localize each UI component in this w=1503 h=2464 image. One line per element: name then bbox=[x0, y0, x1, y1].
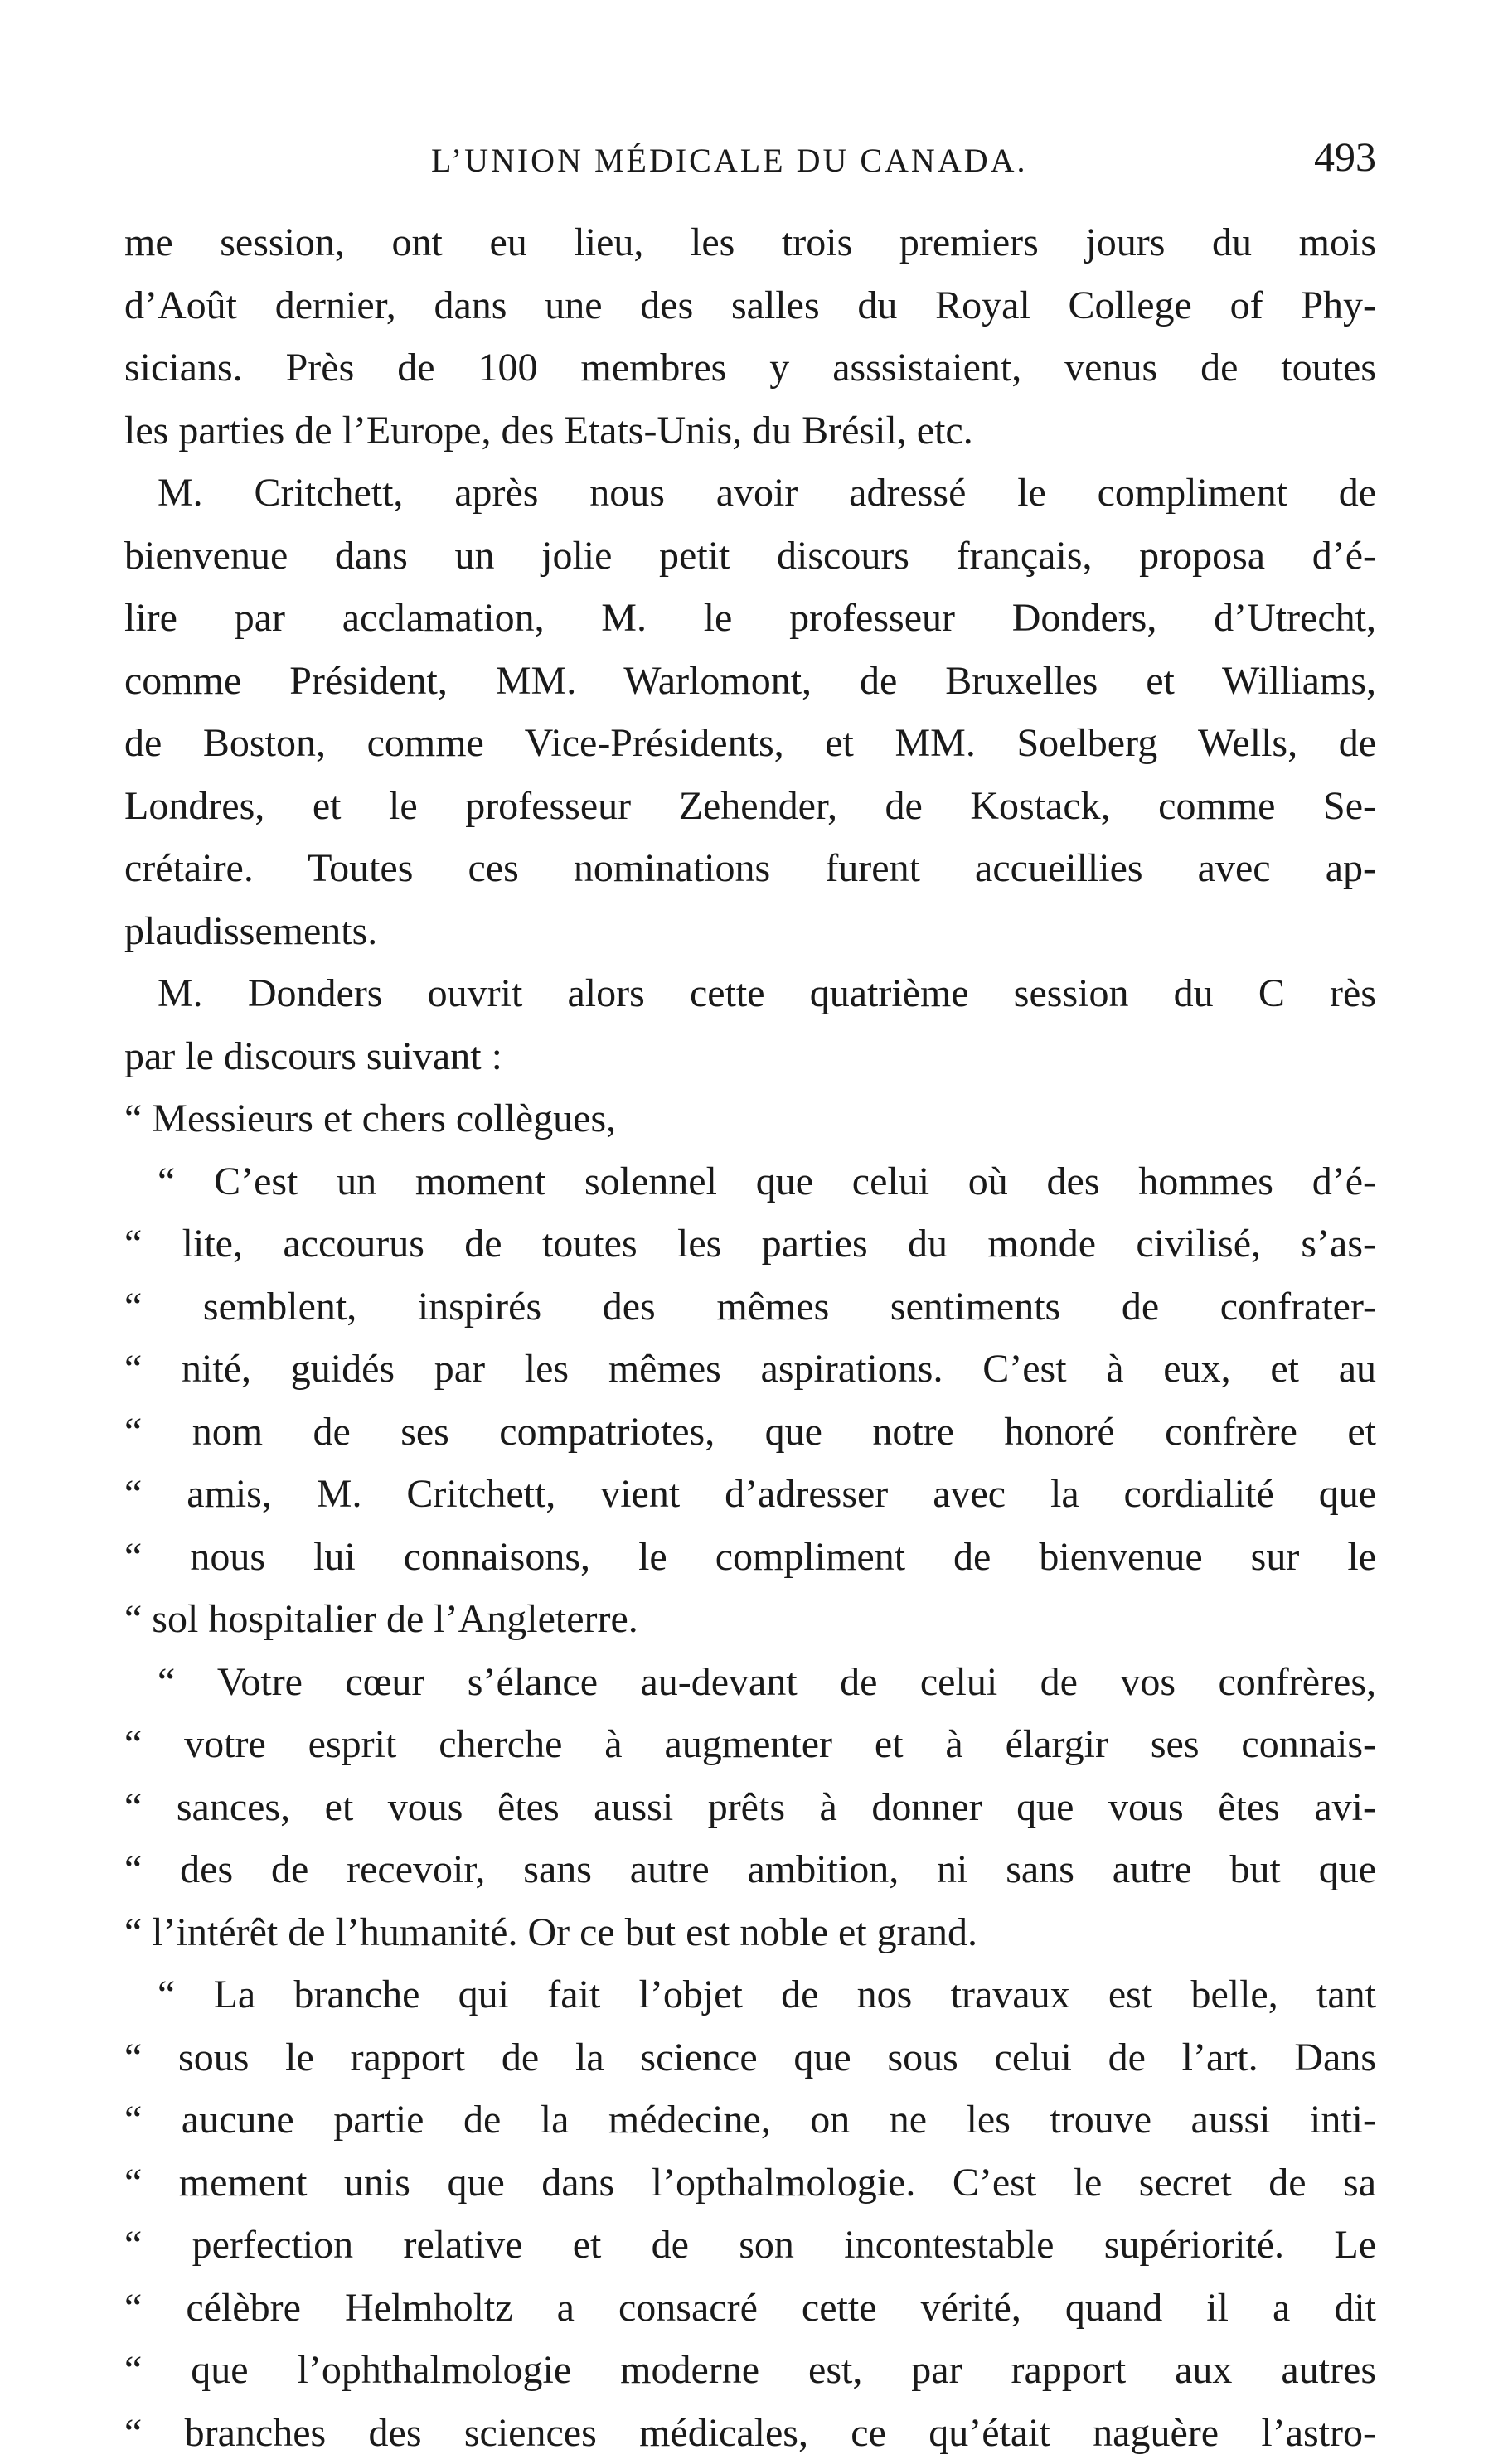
body-text bbox=[124, 211, 1376, 2464]
text-line: “ nous lui connaisons, le compliment de bienvenue sur le bbox=[124, 1526, 1376, 1589]
text-line: bienvenue dans un jolie petit discours français, proposa d’é- bbox=[124, 525, 1376, 588]
text-line: “ votre esprit cherche à augmenter et à élargir ses connais- bbox=[124, 1713, 1376, 1776]
text-line: d’Août dernier, dans une des salles du Royal College of Phy- bbox=[124, 274, 1376, 337]
text-line: par le discours suivant : bbox=[124, 1025, 1376, 1088]
text-line: les parties de l’Europe, des Etats-Unis, du Brésil, etc. bbox=[124, 399, 1376, 462]
text-line: plaudissements. bbox=[124, 900, 1376, 963]
running-title: L’UNION MÉDICALE DU CANADA. bbox=[431, 141, 1027, 180]
text-line: “ nom de ses compatriotes, que notre honoré confrère et bbox=[124, 1401, 1376, 1464]
text-line: “ nité, guidés par les mêmes aspirations. C’est à eux, et au bbox=[124, 1338, 1376, 1401]
text-line: “ branches des sciences médicales, ce qu’était naguère l’astro- bbox=[124, 2402, 1376, 2464]
text-line: “ Votre cœur s’élance au-devant de celui de vos confrères, bbox=[124, 1651, 1376, 1714]
text-line: “ aucune partie de la médecine, on ne les trouve aussi inti- bbox=[124, 2089, 1376, 2152]
text-line: “ Messieurs et chers collègues, bbox=[124, 1087, 1376, 1150]
page-header bbox=[124, 124, 1376, 191]
text-line: “ des de recevoir, sans autre ambition, ni sans autre but que bbox=[124, 1838, 1376, 1901]
text-line: “ C’est un moment solennel que celui où des hommes d’é- bbox=[124, 1150, 1376, 1213]
page-number: 493 bbox=[1314, 133, 1376, 181]
text-line: “ que l’ophthalmologie moderne est, par rapport aux autres bbox=[124, 2339, 1376, 2402]
text-line: “ La branche qui fait l’objet de nos travaux est belle, tant bbox=[124, 1963, 1376, 2026]
text-line: “ lite, accourus de toutes les parties du monde civilisé, s’as- bbox=[124, 1213, 1376, 1276]
text-line: M. Donders ouvrit alors cette quatrième session du C rès bbox=[124, 962, 1376, 1025]
text-line: de Boston, comme Vice-Présidents, et MM. Soelberg Wells, de bbox=[124, 712, 1376, 775]
text-line: “ mement unis que dans l’opthalmologie. C’est le secret de sa bbox=[124, 2152, 1376, 2215]
text-line: “ amis, M. Critchett, vient d’adresser avec la cordialité que bbox=[124, 1463, 1376, 1526]
text-line: Londres, et le professeur Zehender, de Kostack, comme Se- bbox=[124, 775, 1376, 838]
text-line: comme Président, MM. Warlomont, de Bruxelles et Williams, bbox=[124, 650, 1376, 713]
text-line: sicians. Près de 100 membres y asssistaient, venus de toutes bbox=[124, 336, 1376, 399]
text-line: crétaire. Toutes ces nominations furent accueillies avec ap- bbox=[124, 837, 1376, 900]
text-line: “ perfection relative et de son incontestable supériorité. Le bbox=[124, 2214, 1376, 2277]
text-line: M. Critchett, après nous avoir adressé le compliment de bbox=[124, 462, 1376, 525]
text-line: “ célèbre Helmholtz a consacré cette vérité, quand il a dit bbox=[124, 2277, 1376, 2340]
text-line: “ sol hospitalier de l’Angleterre. bbox=[124, 1588, 1376, 1651]
text-line: me session, ont eu lieu, les trois premiers jours du mois bbox=[124, 211, 1376, 274]
text-line: lire par acclamation, M. le professeur Donders, d’Utrecht, bbox=[124, 587, 1376, 650]
text-line: “ semblent, inspirés des mêmes sentiments de confrater- bbox=[124, 1276, 1376, 1338]
text-line: “ sous le rapport de la science que sous celui de l’art. Dans bbox=[124, 2026, 1376, 2089]
text-line: “ l’intérêt de l’humanité. Or ce but est noble et grand. bbox=[124, 1901, 1376, 1964]
text-line: “ sances, et vous êtes aussi prêts à donner que vous êtes avi- bbox=[124, 1776, 1376, 1839]
